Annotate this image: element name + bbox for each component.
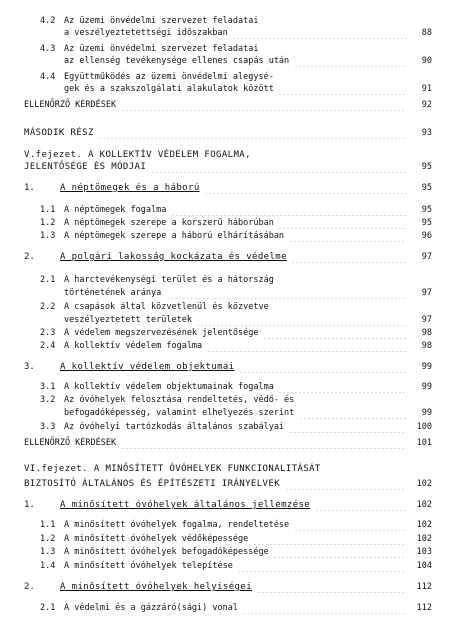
toc-entry-title-line: MÁSODIK RÉSZ xyxy=(24,128,94,138)
toc-entry-title-line: A minősített óvóhelyek fogalma, rendeltetése xyxy=(64,520,290,530)
page-number: 100 xyxy=(416,422,432,432)
toc-entry-title-line: A polgári lakosság kockázata és védelme xyxy=(60,252,287,262)
toc-entry-number: 1.3 xyxy=(40,547,56,557)
page-number: 93 xyxy=(421,128,432,138)
toc-entry-number: 4.4 xyxy=(40,72,56,82)
toc-entry-title-line: A minősített óvóhelyek befogadóképessége xyxy=(64,547,269,557)
page-number: 102 xyxy=(416,534,432,544)
dot-leader xyxy=(196,315,406,326)
dot-leader xyxy=(237,561,406,572)
dot-leader xyxy=(98,128,406,139)
page-number: 91 xyxy=(421,84,432,94)
toc-entry-title-line: A védelmi és a gázzáró(sági) vonal xyxy=(64,603,238,613)
toc-entry-title-line: befogadóképesség, valamint elhelyezés szerint xyxy=(64,408,295,418)
page-number: 99 xyxy=(421,382,432,392)
page-number: 112 xyxy=(416,582,432,592)
toc-entry-title-line: Az üzemi önvédelmi szervezet feladatai xyxy=(64,44,259,54)
page-number: 104 xyxy=(416,561,432,571)
toc-entry-title-line: A harctevékenységi terület és a hátország xyxy=(64,275,274,285)
page-number: 95 xyxy=(421,218,432,228)
toc-entry-title-line: A néptömegek és a háború xyxy=(60,183,200,193)
toc-entry-number: 1.2 xyxy=(40,218,56,228)
toc-entry-title-line: A minősített óvóhelyek védőképessége xyxy=(64,534,249,544)
page-number: 101 xyxy=(416,438,432,448)
toc-entry-number: 3. xyxy=(24,362,35,372)
toc-entry-title-line: V.fejezet. A KOLLEKTÍV VÉDELEM FOGALMA, xyxy=(24,150,251,160)
toc-entry-title-line: Az üzemi önvédelmi szervezet feladatai xyxy=(64,16,259,26)
toc-entry-title-line: veszélyeztetett területek xyxy=(64,315,192,325)
page-number: 97 xyxy=(421,252,432,262)
page-number: 103 xyxy=(416,547,432,557)
toc-entry-number: 4.2 xyxy=(40,16,56,26)
page-number: 97 xyxy=(421,288,432,298)
toc-entry-number: 1.2 xyxy=(40,534,56,544)
toc-entry-number: 4.3 xyxy=(40,44,56,54)
page-number: 102 xyxy=(416,500,432,510)
dot-leader xyxy=(232,28,406,39)
toc-entry-title-line: A néptömegek szerepe a háború elhárításában xyxy=(64,231,285,241)
page-number: 99 xyxy=(421,362,432,372)
dot-leader xyxy=(289,422,406,433)
toc-entry-title-line: A kollektív védelem fogalma xyxy=(64,341,203,351)
toc-entry-number: 2.1 xyxy=(40,603,56,613)
toc-entry-number: 2.3 xyxy=(40,328,56,338)
toc-entry-title-line: Az óvóhelyi tartózkodás általános szabályai xyxy=(64,422,285,432)
toc-entry-number: 1. xyxy=(24,500,35,510)
dot-leader xyxy=(171,205,406,216)
toc-entry-title-line: Az óvóhelyek felosztása rendeltetés, védő- és xyxy=(64,395,295,405)
dot-leader xyxy=(263,328,406,339)
toc-entry-title-line: A néptömegek szerepe a korszerű háborúban xyxy=(64,218,274,228)
dot-leader xyxy=(253,534,406,545)
dot-leader xyxy=(285,479,406,490)
toc-entry-number: 2. xyxy=(24,252,35,262)
dot-leader xyxy=(294,56,406,67)
dot-leader xyxy=(273,547,406,558)
toc-entry-title-line: a veszélyeztetettségi időszakban xyxy=(64,28,228,38)
dot-leader xyxy=(278,218,406,229)
toc-entry-number: 1.1 xyxy=(40,520,56,530)
toc-entry-title-line: történetének aránya xyxy=(64,288,162,298)
toc-entry-title-line: A csapások által közvetlenül és közvetve xyxy=(64,302,269,312)
page-number: 102 xyxy=(416,520,432,530)
page-number: 92 xyxy=(421,100,432,110)
dot-leader xyxy=(278,84,406,95)
page-number: 95 xyxy=(421,183,432,193)
toc-entry-title-line: A kollektív védelem objektumai xyxy=(60,362,235,372)
toc-entry-title-line: Együttműködés az üzemi önvédelmi alegysé- xyxy=(64,72,274,82)
page-number: 96 xyxy=(421,231,432,241)
toc-entry-number: 1.1 xyxy=(40,205,56,215)
page-number: 99 xyxy=(421,408,432,418)
dot-leader xyxy=(242,603,406,614)
toc-entry-title-line: A minősített óvóhelyek helyiségei xyxy=(60,582,253,592)
dot-leader xyxy=(289,231,406,242)
toc-entry-number: 2.1 xyxy=(40,275,56,285)
toc-entry-number: 1.4 xyxy=(40,561,56,571)
dot-leader xyxy=(204,183,406,194)
toc-entry-title-line: BIZTOSÍTÓ ÁLTALÁNOS ÉS ÉPÍTÉSZETI IRÁNYELVEK xyxy=(24,479,281,489)
dot-leader xyxy=(315,500,406,511)
dot-leader xyxy=(151,162,406,173)
toc-entry-number: 2.4 xyxy=(40,341,56,351)
dot-leader xyxy=(121,438,406,449)
toc-entry-title-line: az ellenség tevékenysége ellenes csapás után xyxy=(64,56,290,66)
toc-entry-title-line: A minősített óvóhelyek telepítése xyxy=(64,561,233,571)
page-number: 98 xyxy=(421,341,432,351)
toc-entry-number: 2. xyxy=(24,582,35,592)
dot-leader xyxy=(291,252,406,263)
page-number: 97 xyxy=(421,315,432,325)
dot-leader xyxy=(207,341,406,352)
page-number: 95 xyxy=(421,205,432,215)
page-number: 98 xyxy=(421,328,432,338)
toc-entry-number: 3.3 xyxy=(40,422,56,432)
dot-leader xyxy=(121,100,406,111)
toc-entry-title-line: ELLENŐRZŐ KÉRDÉSEK xyxy=(24,438,117,448)
toc-entry-title-line: ELLENŐRZŐ KÉRDÉSEK xyxy=(24,100,117,110)
toc-entry-title-line: JELENTŐSÉGE ÉS MÓDJAI xyxy=(24,162,147,172)
toc-entry-number: 1. xyxy=(24,183,35,193)
dot-leader xyxy=(294,520,406,531)
dot-leader xyxy=(239,362,406,373)
toc-entry-number: 1.3 xyxy=(40,231,56,241)
toc-entry-title-line: A védelem megszervezésének jelentősége xyxy=(64,328,259,338)
page-number: 90 xyxy=(421,56,432,66)
toc-entry-title-line: gek és a szakszolgálati alakulatok között xyxy=(64,84,274,94)
dot-leader xyxy=(278,382,406,393)
dot-leader xyxy=(166,288,406,299)
toc-entry-title-line: A kollektív védelem objektumainak fogalma xyxy=(64,382,274,392)
toc-entry-title-line: VI.fejezet. A MINŐSÍTETT ÓVÓHELYEK FUNKCIONALITÁSÁT xyxy=(24,464,321,474)
dot-leader xyxy=(257,582,406,593)
toc-entry-number: 3.2 xyxy=(40,395,56,405)
toc-entry-number: 3.1 xyxy=(40,382,56,392)
page-number: 102 xyxy=(416,479,432,489)
page-number: 88 xyxy=(421,28,432,38)
toc-entry-title-line: A néptömegek fogalma xyxy=(64,205,167,215)
toc-entry-number: 2.2 xyxy=(40,302,56,312)
dot-leader xyxy=(299,408,406,419)
page-number: 112 xyxy=(416,603,432,613)
page-number: 95 xyxy=(421,162,432,172)
toc-entry-title-line: A minősített óvóhelyek általános jellemzése xyxy=(60,500,311,510)
